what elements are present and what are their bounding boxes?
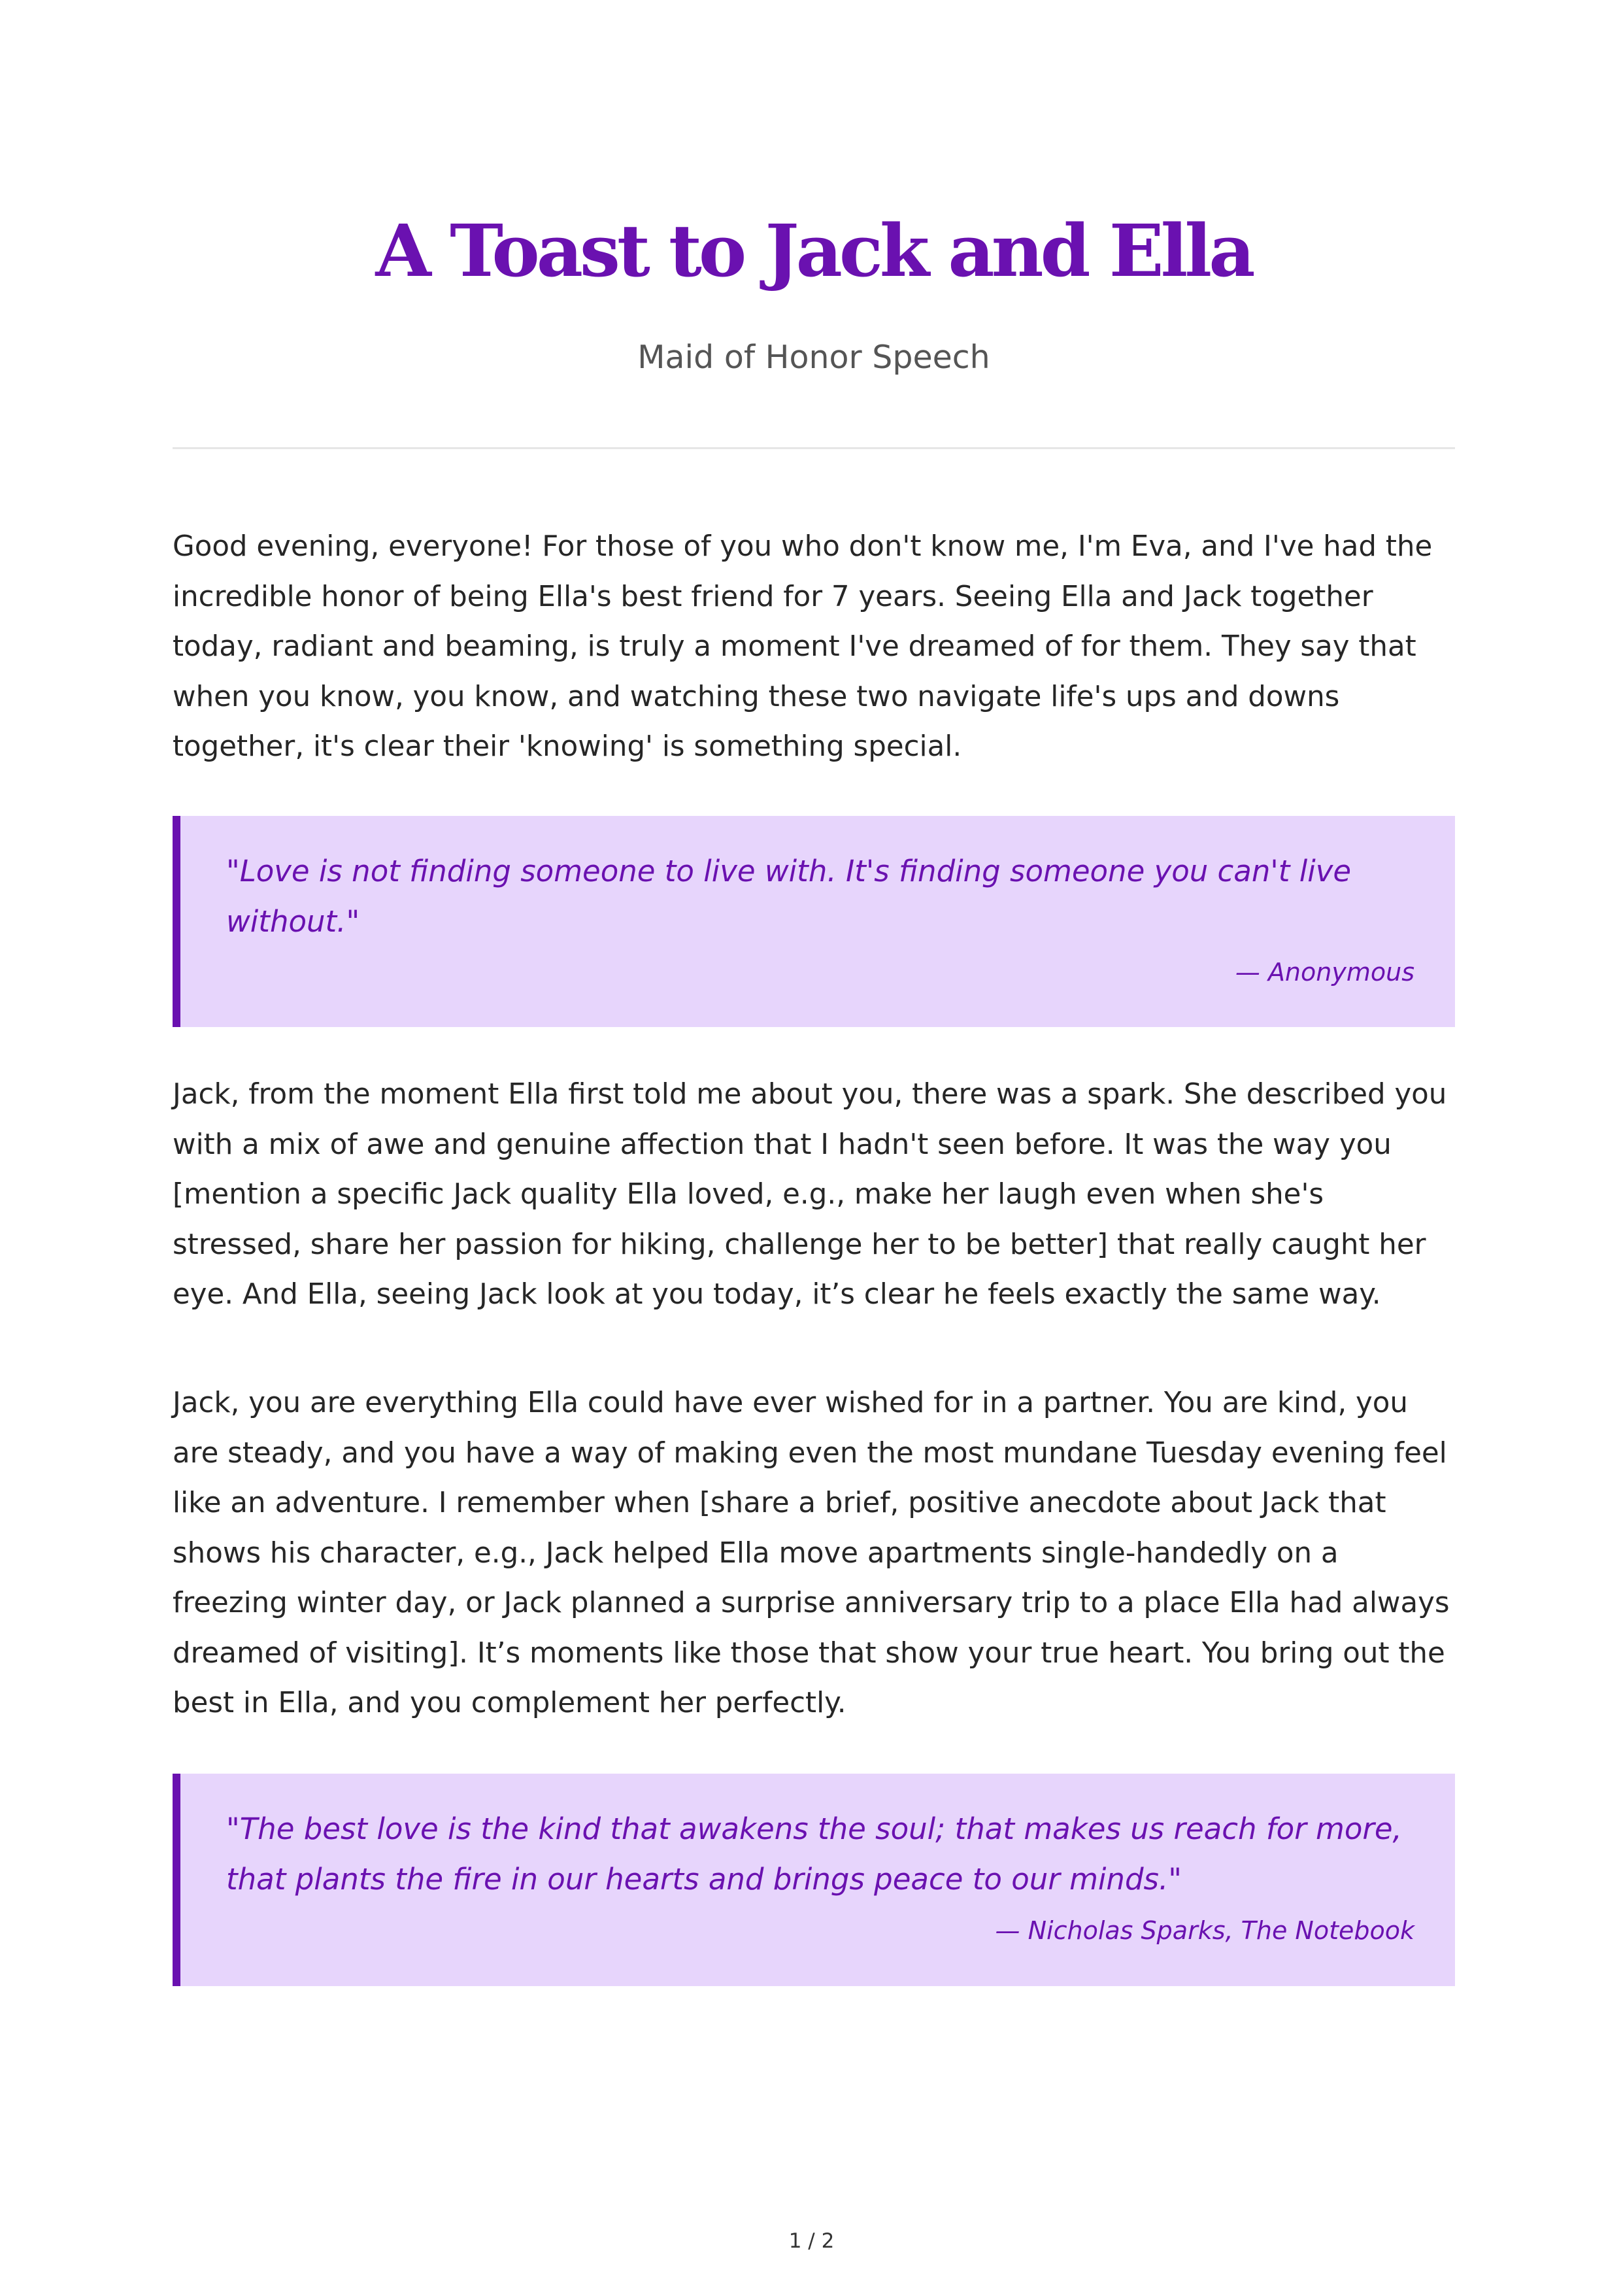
page-number: 1 / 2 <box>788 2229 835 2253</box>
quote-text: "Love is not finding someone to live with. It's finding someone you can't live without." <box>226 854 1352 939</box>
page-subtitle: Maid of Honor Speech <box>637 339 990 376</box>
header-divider <box>173 447 1455 449</box>
quote-attribution: — Anonymous <box>1235 958 1414 987</box>
blockquote-1 <box>173 816 1455 1027</box>
blockquote-2 <box>173 1774 1455 1986</box>
quote-text: "The best love is the kind that awakens the soul; that makes us reach for more, that plants the fire in our hearts and brings peace to our minds." <box>226 1812 1402 1897</box>
speech-paragraph-3: Jack, you are everything Ella could have ever wished for in a partner. You are kind, you are steady, and you have a way of making even the most mundane Tuesday evening feel like an adventure. I remember when [share a brief, positive anecdote about Jack that shows his character, e.g., Jack helped Ella move apartments single-handedly on a freezing winter day, or Jack planned a surprise anniversary trip to a place Ella had always dreamed of visiting]. It’s moments like those that show your true heart. You bring out the best in Ella, and you complement her perfectly. <box>173 1387 1450 1719</box>
page-title: A Toast to Jack and Ella <box>375 209 1252 293</box>
speech-paragraph-2: Jack, from the moment Ella first told me about you, there was a spark. She described you with a mix of awe and genuine affection that I hadn't seen before. It was the way you [mention a specific Jack quality Ella loved, e.g., make her laugh even when she's stressed, share her passion for hiking, challenge her to be better] that really caught her eye. And Ella, seeing Jack look at you today, it’s clear he feels exactly the same way. <box>173 1078 1447 1311</box>
speech-paragraph-1: Good evening, everyone! For those of you who don't know me, I'm Eva, and I've had the incredible honor of being Ella's best friend for 7 years. Seeing Ella and Jack together today, radiant and beaming, is truly a moment I've dreamed of for them. They say that when you know, you know, and watching these two navigate life's ups and downs together, it's clear their 'knowing' is something special. <box>173 530 1433 763</box>
quote-attribution: — Nicholas Sparks, The Notebook <box>995 1916 1414 1945</box>
